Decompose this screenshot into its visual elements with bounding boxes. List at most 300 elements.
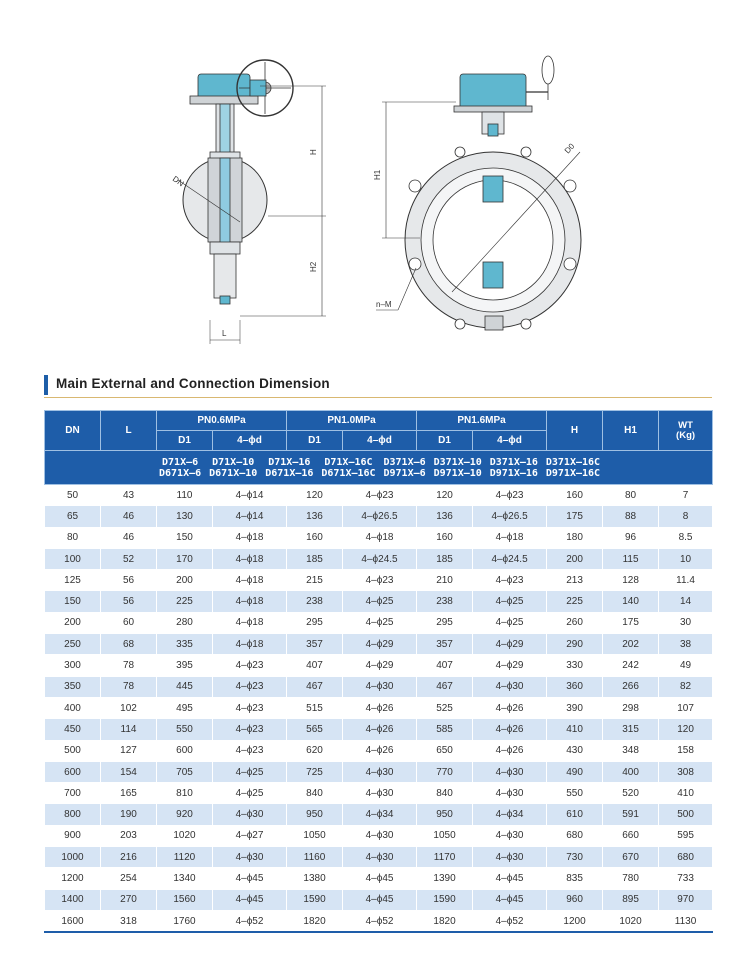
table-cell: 4–ϕ29 xyxy=(473,634,547,655)
table-cell: 895 xyxy=(603,889,659,910)
table-row xyxy=(45,868,713,889)
table-cell: 1170 xyxy=(417,847,473,868)
model-number: D371X–10 xyxy=(433,456,482,468)
table-cell: 4–ϕ26 xyxy=(343,719,417,740)
table-cell: 1200 xyxy=(45,868,101,889)
col-wt-line1: WT xyxy=(678,419,693,431)
table-cell: 38 xyxy=(659,634,713,655)
table-cell: 4–ϕ24.5 xyxy=(343,548,417,569)
table-cell: 128 xyxy=(603,570,659,591)
model-group xyxy=(384,457,426,479)
table-cell: 600 xyxy=(157,740,213,761)
table-cell: 4–ϕ30 xyxy=(473,825,547,846)
table-cell: 4–ϕ30 xyxy=(473,783,547,804)
table-row xyxy=(45,485,713,506)
table-cell: 4–ϕ25 xyxy=(473,612,547,633)
table-cell: 550 xyxy=(547,783,603,804)
table-cell: 4–ϕ30 xyxy=(213,847,287,868)
table-cell: 4–ϕ34 xyxy=(473,804,547,825)
table-cell: 56 xyxy=(101,570,157,591)
table-cell: 525 xyxy=(417,697,473,718)
table-cell: 680 xyxy=(547,825,603,846)
table-cell: 840 xyxy=(417,783,473,804)
table-cell: 4–ϕ30 xyxy=(343,825,417,846)
table-cell: 1000 xyxy=(45,847,101,868)
table-cell: 670 xyxy=(603,847,659,868)
table-cell: 308 xyxy=(659,761,713,782)
table-cell: 158 xyxy=(659,740,713,761)
table-cell: 4–ϕ18 xyxy=(213,527,287,548)
table-cell: 4–ϕ23 xyxy=(213,676,287,697)
table-cell: 127 xyxy=(101,740,157,761)
table-cell: 1820 xyxy=(287,910,343,932)
table-cell: 4–ϕ27 xyxy=(213,825,287,846)
table-cell: 357 xyxy=(287,634,343,655)
h1-label: H1 xyxy=(373,169,382,180)
table-cell: 225 xyxy=(547,591,603,612)
col-pn16-d1: D1 xyxy=(417,431,473,451)
table-cell: 4–ϕ26 xyxy=(343,697,417,718)
table-cell: 400 xyxy=(603,761,659,782)
table-cell: 4–ϕ29 xyxy=(343,634,417,655)
col-wt-line2: (Kg) xyxy=(676,429,696,441)
table-cell: 1050 xyxy=(287,825,343,846)
table-cell: 350 xyxy=(45,676,101,697)
table-cell: 8.5 xyxy=(659,527,713,548)
table-cell: 4–ϕ45 xyxy=(213,868,287,889)
table-cell: 515 xyxy=(287,697,343,718)
table-cell: 467 xyxy=(287,676,343,697)
dn-label: DN xyxy=(170,174,186,189)
table-cell: 180 xyxy=(547,527,603,548)
col-pn16: PN1.6MPa xyxy=(417,411,547,431)
table-cell: 520 xyxy=(603,783,659,804)
table-row xyxy=(45,804,713,825)
table-cell: 445 xyxy=(157,676,213,697)
table-row xyxy=(45,719,713,740)
table-cell: 700 xyxy=(45,783,101,804)
table-cell: 780 xyxy=(603,868,659,889)
table-cell: 315 xyxy=(603,719,659,740)
table-cell: 4–ϕ26 xyxy=(473,740,547,761)
table-cell: 950 xyxy=(417,804,473,825)
model-group xyxy=(321,457,375,479)
table-cell: 4–ϕ26 xyxy=(343,740,417,761)
table-cell: 550 xyxy=(157,719,213,740)
table-cell: 300 xyxy=(45,655,101,676)
table-cell: 4–ϕ34 xyxy=(343,804,417,825)
table-cell: 1820 xyxy=(417,910,473,932)
table-cell: 266 xyxy=(603,676,659,697)
table-row xyxy=(45,591,713,612)
model-group xyxy=(209,457,257,479)
table-row xyxy=(45,740,713,761)
table-cell: 407 xyxy=(287,655,343,676)
table-cell: 4–ϕ23 xyxy=(473,570,547,591)
table-cell: 4–ϕ29 xyxy=(473,655,547,676)
table-cell: 78 xyxy=(101,655,157,676)
section-header xyxy=(44,372,712,398)
table-cell: 11.4 xyxy=(659,570,713,591)
table-cell: 107 xyxy=(659,697,713,718)
col-h: H xyxy=(547,411,603,451)
table-cell: 4–ϕ30 xyxy=(343,783,417,804)
table-row xyxy=(45,634,713,655)
table-cell: 1050 xyxy=(417,825,473,846)
table-cell: 660 xyxy=(603,825,659,846)
model-group xyxy=(265,457,313,479)
table-cell: 102 xyxy=(101,697,157,718)
table-cell: 1390 xyxy=(417,868,473,889)
table-cell: 200 xyxy=(157,570,213,591)
model-number: D71X–16C xyxy=(324,456,373,468)
table-cell: 140 xyxy=(603,591,659,612)
front-view xyxy=(373,56,581,330)
table-cell: 82 xyxy=(659,676,713,697)
table-cell: 170 xyxy=(157,548,213,569)
table-cell: 467 xyxy=(417,676,473,697)
l-label: L xyxy=(222,329,227,338)
table-cell: 80 xyxy=(45,527,101,548)
col-pn16-bolt: 4–ϕd xyxy=(473,431,547,451)
table-cell: 360 xyxy=(547,676,603,697)
table-cell: 4–ϕ25 xyxy=(343,612,417,633)
table-cell: 1560 xyxy=(157,889,213,910)
table-cell: 4–ϕ18 xyxy=(213,634,287,655)
table-cell: 160 xyxy=(417,527,473,548)
table-cell: 410 xyxy=(547,719,603,740)
table-row xyxy=(45,783,713,804)
table-cell: 770 xyxy=(417,761,473,782)
table-cell: 80 xyxy=(603,485,659,506)
model-group xyxy=(159,457,201,479)
model-number: D971X–10 xyxy=(433,467,482,479)
table-cell: 1380 xyxy=(287,868,343,889)
table-cell: 591 xyxy=(603,804,659,825)
table-cell: 203 xyxy=(101,825,157,846)
section-title: Main External and Connection Dimension xyxy=(56,376,330,391)
table-cell: 50 xyxy=(45,485,101,506)
table-cell: 1600 xyxy=(45,910,101,932)
table-cell: 4–ϕ18 xyxy=(343,527,417,548)
table-cell: 215 xyxy=(287,570,343,591)
table-cell: 136 xyxy=(417,506,473,527)
table-cell: 390 xyxy=(547,697,603,718)
table-row xyxy=(45,655,713,676)
table-cell: 610 xyxy=(547,804,603,825)
table-cell: 810 xyxy=(157,783,213,804)
table-cell: 150 xyxy=(45,591,101,612)
nm-label: n–M xyxy=(376,300,392,309)
table-cell: 120 xyxy=(417,485,473,506)
table-cell: 254 xyxy=(101,868,157,889)
col-h1: H1 xyxy=(603,411,659,451)
table-cell: 500 xyxy=(45,740,101,761)
table-cell: 120 xyxy=(287,485,343,506)
table-cell: 250 xyxy=(45,634,101,655)
table-row xyxy=(45,761,713,782)
table-cell: 407 xyxy=(417,655,473,676)
table-cell: 290 xyxy=(547,634,603,655)
table-cell: 357 xyxy=(417,634,473,655)
table-cell: 4–ϕ45 xyxy=(213,889,287,910)
table-cell: 125 xyxy=(45,570,101,591)
table-cell: 1020 xyxy=(157,825,213,846)
table-cell: 4–ϕ18 xyxy=(213,591,287,612)
table-cell: 160 xyxy=(547,485,603,506)
table-cell: 238 xyxy=(287,591,343,612)
model-number: D371X–16C xyxy=(545,456,601,468)
table-row xyxy=(45,847,713,868)
table-cell: 600 xyxy=(45,761,101,782)
table-cell: 4–ϕ45 xyxy=(473,868,547,889)
table-cell: 900 xyxy=(45,825,101,846)
table-cell: 52 xyxy=(101,548,157,569)
table-header xyxy=(45,411,713,485)
table-cell: 202 xyxy=(603,634,659,655)
table-cell: 4–ϕ14 xyxy=(213,485,287,506)
table-cell: 490 xyxy=(547,761,603,782)
table-cell: 7 xyxy=(659,485,713,506)
table-cell: 280 xyxy=(157,612,213,633)
model-number: D671X–10 xyxy=(209,467,258,479)
table-cell: 650 xyxy=(417,740,473,761)
table-cell: 725 xyxy=(287,761,343,782)
table-cell: 835 xyxy=(547,868,603,889)
col-dn: DN xyxy=(45,411,101,451)
table-cell: 495 xyxy=(157,697,213,718)
model-number: D971X–16 xyxy=(489,467,538,479)
col-wt xyxy=(659,411,713,451)
table-cell: 4–ϕ25 xyxy=(473,591,547,612)
table-cell: 175 xyxy=(547,506,603,527)
table-cell: 43 xyxy=(101,485,157,506)
table-row xyxy=(45,527,713,548)
table-cell: 154 xyxy=(101,761,157,782)
table-cell: 4–ϕ14 xyxy=(213,506,287,527)
col-pn06-d1: D1 xyxy=(157,431,213,451)
model-number: D71X–10 xyxy=(212,456,255,468)
table-cell: 1120 xyxy=(157,847,213,868)
table-cell: 4–ϕ30 xyxy=(213,804,287,825)
table-cell: 200 xyxy=(547,548,603,569)
table-row xyxy=(45,889,713,910)
table-row xyxy=(45,910,713,932)
table-cell: 620 xyxy=(287,740,343,761)
table-cell: 318 xyxy=(101,910,157,932)
table-cell: 136 xyxy=(287,506,343,527)
model-number: D671X–6 xyxy=(159,467,202,479)
table-cell: 595 xyxy=(659,825,713,846)
table-row xyxy=(45,697,713,718)
table-cell: 4–ϕ23 xyxy=(213,655,287,676)
table-cell: 335 xyxy=(157,634,213,655)
table-cell: 4–ϕ45 xyxy=(343,889,417,910)
table-cell: 4–ϕ52 xyxy=(213,910,287,932)
h-label: H xyxy=(309,149,318,155)
table-cell: 430 xyxy=(547,740,603,761)
model-group xyxy=(490,457,538,479)
table-cell: 4–ϕ30 xyxy=(343,676,417,697)
model-numbers-row xyxy=(45,451,713,485)
table-cell: 200 xyxy=(45,612,101,633)
table-cell: 1340 xyxy=(157,868,213,889)
table-cell: 4–ϕ30 xyxy=(473,676,547,697)
table-cell: 238 xyxy=(417,591,473,612)
table-cell: 14 xyxy=(659,591,713,612)
dimension-table xyxy=(44,410,713,933)
table-cell: 190 xyxy=(101,804,157,825)
h2-label: H2 xyxy=(309,261,318,272)
table-cell: 4–ϕ45 xyxy=(343,868,417,889)
table-cell: 4–ϕ23 xyxy=(343,570,417,591)
table-cell: 4–ϕ25 xyxy=(343,591,417,612)
table-cell: 400 xyxy=(45,697,101,718)
col-l: L xyxy=(101,411,157,451)
table-row xyxy=(45,825,713,846)
table-cell: 30 xyxy=(659,612,713,633)
table-cell: 4–ϕ18 xyxy=(473,527,547,548)
table-cell: 1130 xyxy=(659,910,713,932)
table-cell: 213 xyxy=(547,570,603,591)
model-number: D971X–6 xyxy=(383,467,426,479)
table-cell: 1200 xyxy=(547,910,603,932)
table-cell: 96 xyxy=(603,527,659,548)
table-cell: 950 xyxy=(287,804,343,825)
table-cell: 46 xyxy=(101,527,157,548)
table-cell: 295 xyxy=(417,612,473,633)
table-cell: 216 xyxy=(101,847,157,868)
table-cell: 8 xyxy=(659,506,713,527)
model-number: D971X–16C xyxy=(545,467,601,479)
table-cell: 4–ϕ26 xyxy=(473,697,547,718)
table-cell: 4–ϕ18 xyxy=(213,612,287,633)
table-cell: 4–ϕ23 xyxy=(213,719,287,740)
table-cell: 500 xyxy=(659,804,713,825)
table-cell: 185 xyxy=(417,548,473,569)
table-cell: 114 xyxy=(101,719,157,740)
table-cell: 4–ϕ52 xyxy=(473,910,547,932)
table-cell: 4–ϕ26 xyxy=(473,719,547,740)
table-cell: 225 xyxy=(157,591,213,612)
table-cell: 185 xyxy=(287,548,343,569)
table-cell: 60 xyxy=(101,612,157,633)
table-row xyxy=(45,612,713,633)
table-cell: 100 xyxy=(45,548,101,569)
table-cell: 260 xyxy=(547,612,603,633)
table-cell: 1590 xyxy=(417,889,473,910)
model-number: D671X–16 xyxy=(265,467,314,479)
table-cell: 4–ϕ18 xyxy=(213,548,287,569)
valve-technical-drawing xyxy=(150,40,620,350)
table-cell: 4–ϕ26.5 xyxy=(343,506,417,527)
table-cell: 56 xyxy=(101,591,157,612)
table-cell: 800 xyxy=(45,804,101,825)
model-number: D371X–6 xyxy=(383,456,426,468)
table-cell: 1160 xyxy=(287,847,343,868)
table-cell: 120 xyxy=(659,719,713,740)
table-cell: 4–ϕ52 xyxy=(343,910,417,932)
col-pn10-d1: D1 xyxy=(287,431,343,451)
table-cell: 1400 xyxy=(45,889,101,910)
model-group xyxy=(546,457,600,479)
col-pn10: PN1.0MPa xyxy=(287,411,417,431)
table-cell: 115 xyxy=(603,548,659,569)
table-cell: 110 xyxy=(157,485,213,506)
model-group xyxy=(434,457,482,479)
table-cell: 210 xyxy=(417,570,473,591)
table-cell: 270 xyxy=(101,889,157,910)
table-cell: 1590 xyxy=(287,889,343,910)
table-cell: 68 xyxy=(101,634,157,655)
col-pn10-bolt: 4–ϕd xyxy=(343,431,417,451)
table-cell: 705 xyxy=(157,761,213,782)
table-cell: 1760 xyxy=(157,910,213,932)
table-cell: 150 xyxy=(157,527,213,548)
table-cell: 4–ϕ30 xyxy=(473,761,547,782)
table-cell: 680 xyxy=(659,847,713,868)
table-cell: 88 xyxy=(603,506,659,527)
table-cell: 4–ϕ30 xyxy=(473,847,547,868)
table-cell: 4–ϕ45 xyxy=(473,889,547,910)
model-number: D71X–6 xyxy=(162,456,199,468)
model-number: D71X–16 xyxy=(268,456,311,468)
side-view xyxy=(171,60,326,344)
table-cell: 730 xyxy=(547,847,603,868)
table-cell: 4–ϕ23 xyxy=(343,485,417,506)
table-cell: 960 xyxy=(547,889,603,910)
title-accent-bar xyxy=(44,375,48,395)
table-cell: 49 xyxy=(659,655,713,676)
table-cell: 4–ϕ23 xyxy=(213,697,287,718)
table-cell: 175 xyxy=(603,612,659,633)
table-cell: 4–ϕ23 xyxy=(213,740,287,761)
table-cell: 242 xyxy=(603,655,659,676)
table-cell: 130 xyxy=(157,506,213,527)
table-cell: 585 xyxy=(417,719,473,740)
table-cell: 4–ϕ23 xyxy=(473,485,547,506)
table-cell: 4–ϕ29 xyxy=(343,655,417,676)
col-pn06: PN0.6MPa xyxy=(157,411,287,431)
d0-label: D0 xyxy=(562,141,577,156)
table-cell: 46 xyxy=(101,506,157,527)
table-cell: 920 xyxy=(157,804,213,825)
table-row xyxy=(45,676,713,697)
table-cell: 10 xyxy=(659,548,713,569)
table-cell: 565 xyxy=(287,719,343,740)
table-cell: 450 xyxy=(45,719,101,740)
table-cell: 65 xyxy=(45,506,101,527)
table-cell: 970 xyxy=(659,889,713,910)
title-underline xyxy=(44,397,712,398)
table-cell: 4–ϕ25 xyxy=(213,783,287,804)
table-cell: 840 xyxy=(287,783,343,804)
table-cell: 4–ϕ26.5 xyxy=(473,506,547,527)
col-pn06-bolt: 4–ϕd xyxy=(213,431,287,451)
table-cell: 1020 xyxy=(603,910,659,932)
table-cell: 348 xyxy=(603,740,659,761)
table-cell: 160 xyxy=(287,527,343,548)
table-cell: 410 xyxy=(659,783,713,804)
table-row xyxy=(45,570,713,591)
table-cell: 4–ϕ30 xyxy=(343,761,417,782)
table-cell: 733 xyxy=(659,868,713,889)
table-cell: 78 xyxy=(101,676,157,697)
table-cell: 295 xyxy=(287,612,343,633)
table-cell: 395 xyxy=(157,655,213,676)
table-row xyxy=(45,506,713,527)
table-cell: 298 xyxy=(603,697,659,718)
